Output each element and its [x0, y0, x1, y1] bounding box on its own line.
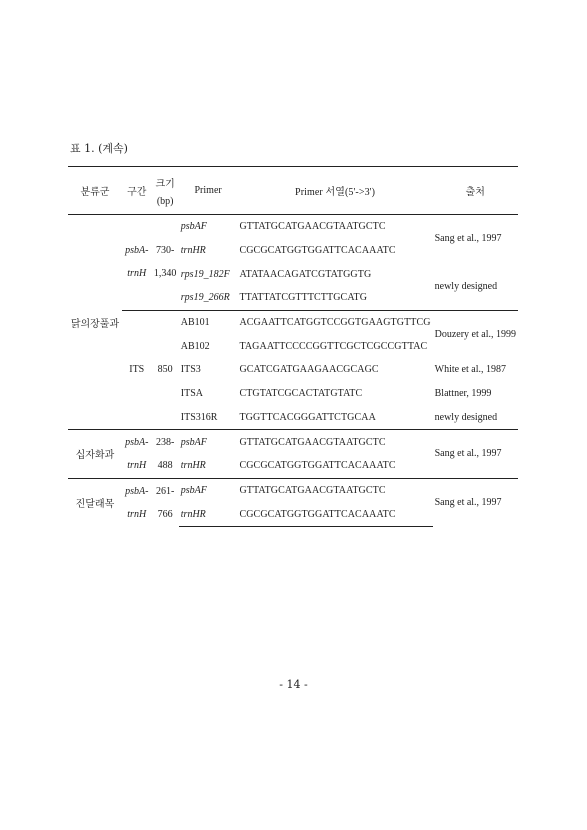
primer-sequence: TTATTATCGTTTCTTGCATG	[239, 292, 368, 304]
primer-sequence: GTTATGCATGAACGTAATGCTC	[237, 478, 432, 502]
primer-name: psbAF	[179, 430, 238, 454]
region-line: trnH	[127, 268, 147, 280]
source-cell: Sang et al., 1997	[434, 233, 502, 245]
source-cell: newly designed	[434, 280, 498, 292]
family-cell: 닭의장풀과	[70, 318, 120, 330]
size-line: 261-	[155, 485, 175, 497]
size-line: 730-	[155, 245, 175, 257]
header-source: 출처	[465, 187, 485, 198]
size-line: 238-	[155, 436, 175, 448]
header-family: 분류군	[80, 187, 110, 198]
header-size	[152, 167, 179, 215]
table-row	[68, 478, 518, 502]
source-cell: newly designed	[434, 411, 498, 423]
family-cell: 십자화과	[68, 430, 122, 478]
size-cell	[152, 478, 179, 526]
primer-sequence: GTTATGCATGAACGTAATGCTC	[237, 430, 432, 454]
primer-sequence: GCATCGATGAAGAACGCAGC	[239, 364, 379, 376]
header-size-line2: (bp)	[156, 195, 174, 207]
source-cell: Blattner, 1999	[434, 388, 492, 400]
size-line: 488	[157, 459, 173, 471]
source-cell: White et al., 1987	[434, 364, 506, 376]
source-cell: Douzery et al., 1999	[433, 310, 518, 358]
primer-sequence: CGCGCATGGTGGATTCACAAATC	[239, 460, 396, 472]
region-cell	[122, 215, 152, 311]
size-cell: 850	[152, 310, 179, 429]
table-caption: 표 1. (계속)	[70, 142, 128, 155]
primer-sequence: ATATAACAGATCGTATGGTG	[239, 268, 372, 280]
region-line: psbA-	[125, 436, 149, 448]
source-cell: Sang et al., 1997	[433, 478, 518, 526]
primer-name: rps19_266R	[180, 292, 230, 304]
primer-name: rps19_182F	[180, 268, 230, 280]
primer-sequence: CGCGCATGGTGGATTCACAAATC	[237, 502, 432, 526]
primer-name: ITSA	[180, 388, 204, 400]
primer-sequence: CTGTATCGCACTATGTATC	[239, 388, 363, 400]
region-cell	[122, 478, 152, 526]
region-line: psbA-	[125, 485, 149, 497]
primer-name: trnHR	[180, 245, 206, 257]
size-cell	[152, 215, 179, 311]
table-header-row	[68, 167, 518, 215]
primer-name: AB101	[179, 310, 238, 334]
primer-name: ITS316R	[180, 411, 218, 423]
header-sequence: Primer 서열(5'->3')	[295, 187, 376, 198]
size-line: 766	[157, 508, 173, 520]
primer-name: psbAF	[179, 478, 238, 502]
header-primer: Primer	[194, 185, 222, 196]
table-row	[68, 215, 518, 239]
region-line: psbA-	[125, 245, 149, 257]
primer-name: AB102	[180, 340, 210, 352]
page-number: - 14 -	[279, 678, 308, 691]
table-row	[68, 310, 518, 334]
region-line: trnH	[127, 459, 147, 471]
primer-sequence: TGGTTCACGGGATTCTGCAA	[239, 411, 376, 423]
primer-sequence: ACGAATTCATGGTCCGGTGAAGTGTTCG	[237, 310, 432, 334]
primer-sequence: GTTATGCATGAACGTAATGCTC	[239, 221, 386, 233]
primer-name: ITS3	[180, 364, 201, 376]
header-size-line1: 크기	[155, 178, 175, 190]
primer-sequence: CGCGCATGGTGGATTCACAAATC	[239, 245, 396, 257]
family-cell: 진달래목	[68, 478, 122, 526]
primer-table	[68, 166, 518, 527]
primer-name: trnHR	[180, 460, 206, 472]
size-line: 1,340	[153, 268, 177, 280]
region-line: trnH	[127, 508, 147, 520]
size-cell	[152, 430, 179, 478]
region-cell	[122, 430, 152, 478]
primer-sequence: TAGAATTCCCCGGTTCGCTCGCCGTTAC	[239, 340, 428, 352]
source-cell: Sang et al., 1997	[433, 430, 518, 478]
primer-name: psbAF	[180, 221, 207, 233]
primer-name: trnHR	[179, 502, 238, 526]
table-row	[68, 430, 518, 454]
header-region: 구간	[127, 187, 147, 198]
region-cell: ITS	[122, 310, 152, 429]
